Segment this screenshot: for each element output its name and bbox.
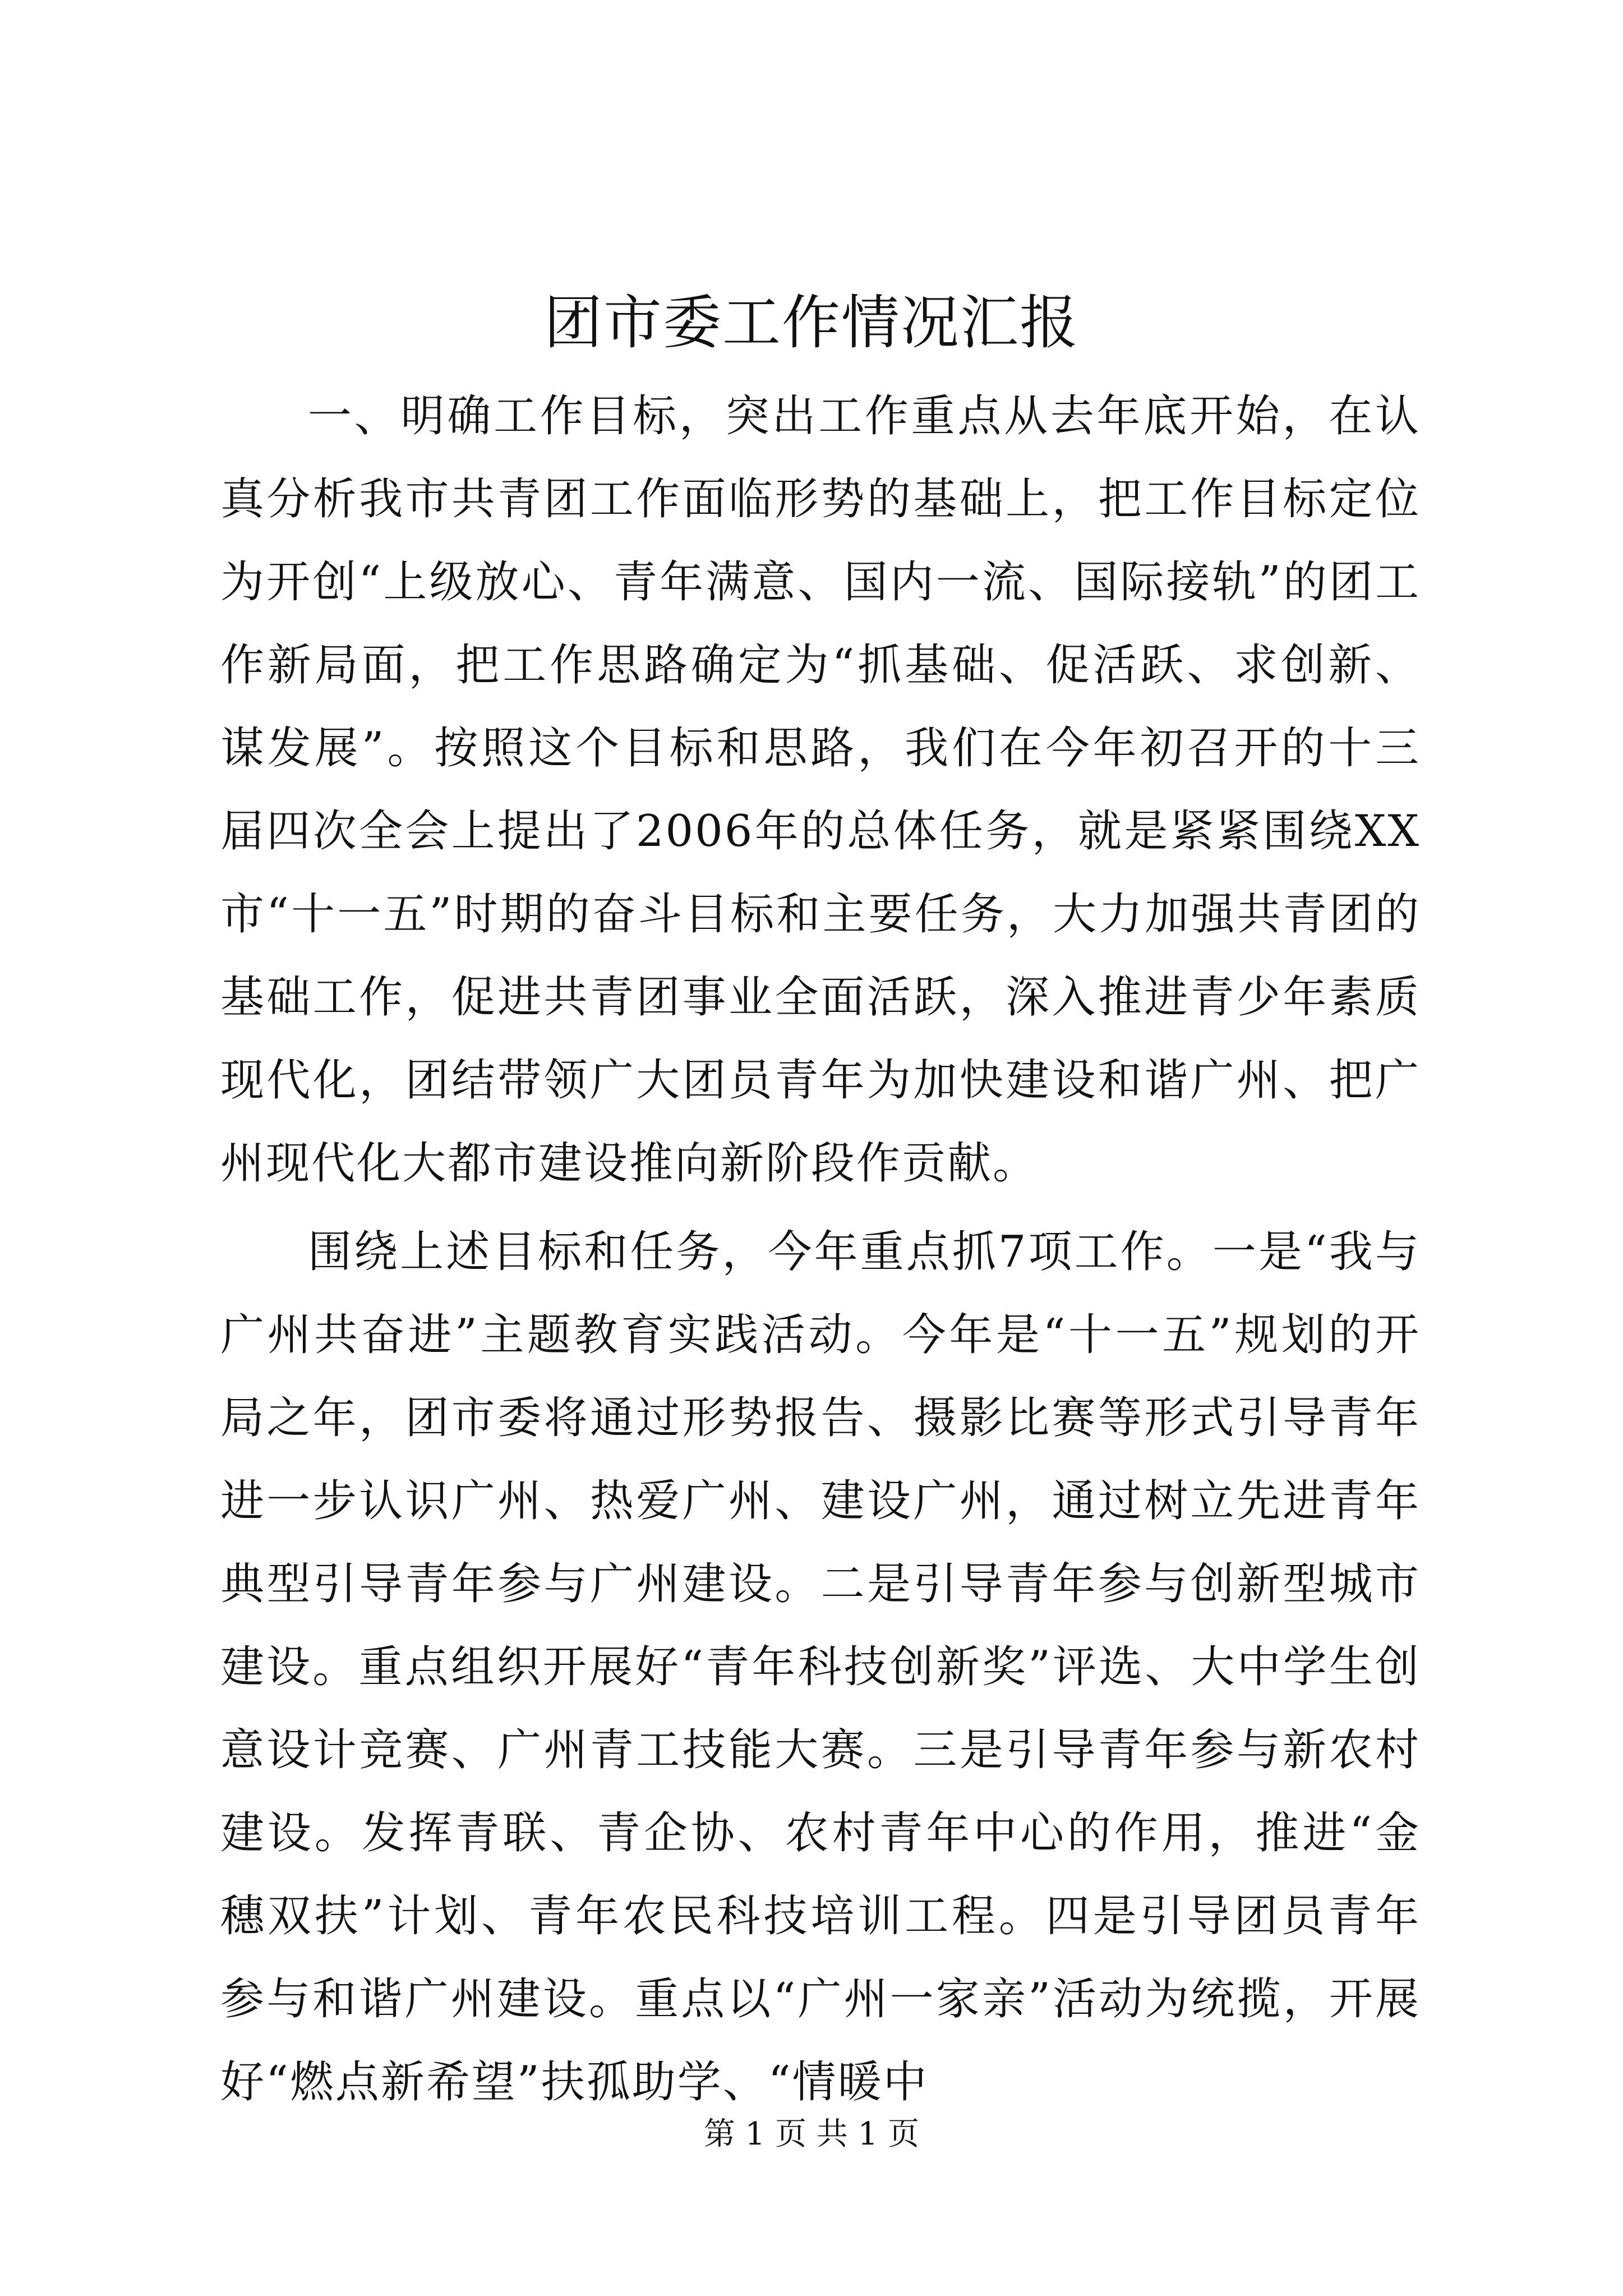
document-body: [220, 375, 1421, 2124]
paragraph-1: 一、明确工作目标，突出工作重点从去年底开始，在认真分析我市共青团工作面临形势的基础上，把工作目标定位为开创“上级放心、青年满意、国内一流、国际接轨”的团工作新局面，把工作思路确定为“抓基础、促活跃、求创新、谋发展”。按照这个目标和思路，我们在今年初召开的十三届四次全会上提出了2006年的总体任务，就是紧紧围绕XX市“十一五”时期的奋斗目标和主要任务，大力加强共青团的基础工作，促进共青团事业全面活跃，深入推进青少年素质现代化，团结带领广大团员青年为加快建设和谐广州、把广州现代化大都市建设推向新阶段作贡献。: [220, 391, 1421, 1189]
page-footer: 第 1 页 共 1 页: [703, 2116, 920, 2152]
document-title: 团市委工作情况汇报: [543, 288, 1079, 357]
paragraph-2: 围绕上述目标和任务，今年重点抓7项工作。一是“我与广州共奋进”主题教育实践活动。今年是“十一五”规划的开局之年，团市委将通过形势报告、摄影比赛等形式引导青年进一步认识广州、热爱广州、建设广州，通过树立先进青年典型引导青年参与广州建设。二是引导青年参与创新型城市建设。重点组织开展好“青年科技创新奖”评选、大中学生创意设计竞赛、广州青工技能大赛。三是引导青年参与新农村建设。发挥青联、青企协、农村青年中心的作用，推进“金穗双扶”计划、青年农民科技培训工程。四是引导团员青年参与和谐广州建设。重点以“广州一家亲”活动为统揽，开展好“燃点新希望”扶孤助学、“情暖中: [220, 1227, 1421, 2108]
